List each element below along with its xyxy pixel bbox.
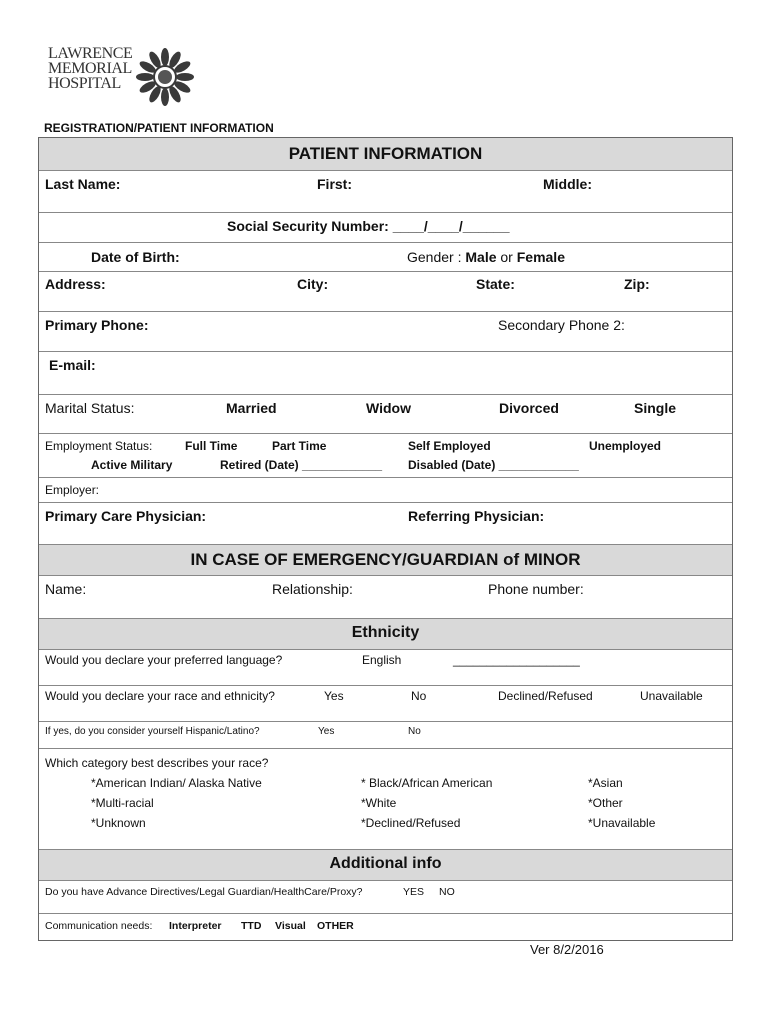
- document-heading: REGISTRATION/PATIENT INFORMATION: [44, 121, 274, 135]
- emergency-title: IN CASE OF EMERGENCY/GUARDIAN of MINOR: [190, 550, 581, 569]
- advance-directives-row: [39, 881, 732, 914]
- communication-visual-option[interactable]: Visual: [275, 920, 306, 932]
- race-category-row: [39, 749, 732, 850]
- advance-directives-question: Do you have Advance Directives/Legal Guardian/HealthCare/Proxy?: [45, 886, 363, 898]
- logo-line-3: HOSPITAL: [48, 75, 121, 92]
- language-english-option[interactable]: English: [362, 653, 402, 667]
- ssn-field[interactable]: Social Security Number: ____/____/______: [227, 218, 510, 234]
- additional-info-title: Additional info: [329, 855, 442, 872]
- version-label: Ver 8/2/2016: [530, 942, 604, 957]
- race-asian-option[interactable]: *Asian: [588, 776, 623, 790]
- emergency-relationship-field[interactable]: Relationship:: [272, 581, 353, 597]
- marital-status-label: Marital Status:: [45, 400, 135, 416]
- emergency-row: [39, 576, 732, 619]
- additional-info-header: [39, 850, 732, 881]
- name-row: [39, 171, 732, 213]
- marital-row: [39, 395, 732, 434]
- middle-name-field[interactable]: Middle:: [543, 176, 592, 192]
- employment-full-time-option[interactable]: Full Time: [185, 439, 238, 453]
- race-yes-option[interactable]: Yes: [324, 689, 344, 703]
- race-question: Would you declare your race and ethnicity?: [45, 689, 275, 703]
- communication-other-option[interactable]: OTHER: [317, 920, 354, 932]
- communication-needs-row: [39, 914, 732, 940]
- gender-male-option[interactable]: Male: [465, 249, 497, 265]
- primary-care-physician-field[interactable]: Primary Care Physician:: [45, 508, 207, 524]
- race-multi-racial-option[interactable]: *Multi-racial: [91, 796, 154, 810]
- gender-female-option[interactable]: Female: [516, 249, 565, 265]
- address-field[interactable]: Address:: [45, 276, 106, 292]
- language-row: [39, 650, 732, 686]
- gender-label: Gender :: [407, 249, 462, 265]
- gender-field: [407, 249, 565, 265]
- marital-married-option[interactable]: Married: [226, 400, 277, 416]
- sunflower-icon: [136, 46, 194, 108]
- dob-field[interactable]: Date of Birth:: [91, 249, 180, 265]
- communication-interpreter-option[interactable]: Interpreter: [169, 920, 222, 932]
- race-row: [39, 686, 732, 722]
- last-name-field[interactable]: Last Name:: [45, 176, 121, 192]
- race-american-indian-option[interactable]: *American Indian/ Alaska Native: [91, 776, 262, 790]
- marital-divorced-option[interactable]: Divorced: [499, 400, 559, 416]
- race-unknown-option[interactable]: *Unknown: [91, 816, 146, 830]
- gender-or: or: [500, 249, 513, 265]
- communication-ttd-option[interactable]: TTD: [241, 920, 262, 932]
- city-field[interactable]: City:: [297, 276, 329, 292]
- logo-line-2: MEMORIAL: [48, 60, 132, 77]
- employment-self-employed-option[interactable]: Self Employed: [408, 439, 491, 453]
- race-unavailable-option[interactable]: Unavailable: [640, 689, 703, 703]
- emergency-header: [39, 545, 732, 576]
- patient-info-header: [39, 138, 732, 171]
- secondary-phone-field[interactable]: Secondary Phone 2:: [498, 317, 625, 333]
- hispanic-no-option[interactable]: No: [408, 726, 421, 737]
- hispanic-question: If yes, do you consider yourself Hispanic/Latino?: [45, 726, 260, 737]
- ssn-row: [39, 213, 732, 243]
- race-declined-option[interactable]: Declined/Refused: [498, 689, 593, 703]
- employment-status-label: Employment Status:: [45, 439, 153, 453]
- race-no-option[interactable]: No: [411, 689, 427, 703]
- employment-retired-option[interactable]: Retired (Date) ____________: [220, 458, 383, 472]
- ethnicity-title: Ethnicity: [351, 624, 420, 641]
- ethnicity-header: [39, 619, 732, 650]
- primary-phone-field[interactable]: Primary Phone:: [45, 317, 149, 333]
- patient-info-title: PATIENT INFORMATION: [288, 144, 483, 163]
- registration-form: [38, 137, 733, 941]
- phone-row: [39, 312, 732, 352]
- physician-row: [39, 503, 732, 545]
- emergency-name-field[interactable]: Name:: [45, 581, 87, 597]
- address-row: [39, 272, 732, 312]
- race-category-question: Which category best describes your race?: [45, 756, 269, 770]
- language-other-field[interactable]: ___________________: [453, 653, 580, 667]
- employment-active-military-option[interactable]: Active Military: [91, 458, 173, 472]
- hospital-logo: [48, 46, 190, 108]
- logo-line-1: LAWRENCE: [48, 45, 133, 62]
- first-name-field[interactable]: First:: [317, 176, 352, 192]
- email-field[interactable]: E-mail:: [49, 357, 96, 373]
- race-other-option[interactable]: *Other: [588, 796, 623, 810]
- referring-physician-field[interactable]: Referring Physician:: [408, 508, 545, 524]
- state-field[interactable]: State:: [476, 276, 515, 292]
- hispanic-row: [39, 722, 732, 749]
- zip-field[interactable]: Zip:: [624, 276, 650, 292]
- employer-field[interactable]: Employer:: [45, 483, 100, 497]
- marital-widow-option[interactable]: Widow: [366, 400, 411, 416]
- emergency-phone-field[interactable]: Phone number:: [488, 581, 584, 597]
- employment-unemployed-option[interactable]: Unemployed: [589, 439, 662, 453]
- race-black-option[interactable]: * Black/African American: [361, 776, 493, 790]
- hispanic-yes-option[interactable]: Yes: [318, 726, 335, 737]
- marital-single-option[interactable]: Single: [634, 400, 677, 416]
- email-row: [39, 352, 732, 395]
- employment-part-time-option[interactable]: Part Time: [272, 439, 327, 453]
- advance-yes-option[interactable]: YES: [403, 886, 425, 898]
- employment-disabled-option[interactable]: Disabled (Date) ____________: [408, 458, 579, 472]
- logo-text: [48, 46, 144, 91]
- employer-row: [39, 478, 732, 503]
- dob-gender-row: [39, 243, 732, 272]
- communication-needs-label: Communication needs:: [45, 920, 153, 932]
- race-declined-refused-option[interactable]: *Declined/Refused: [361, 816, 461, 830]
- advance-no-option[interactable]: NO: [439, 886, 455, 898]
- race-white-option[interactable]: *White: [361, 796, 397, 810]
- language-question: Would you declare your preferred language?: [45, 653, 283, 667]
- employment-row: [39, 434, 732, 478]
- race-unavailable-category-option[interactable]: *Unavailable: [588, 816, 656, 830]
